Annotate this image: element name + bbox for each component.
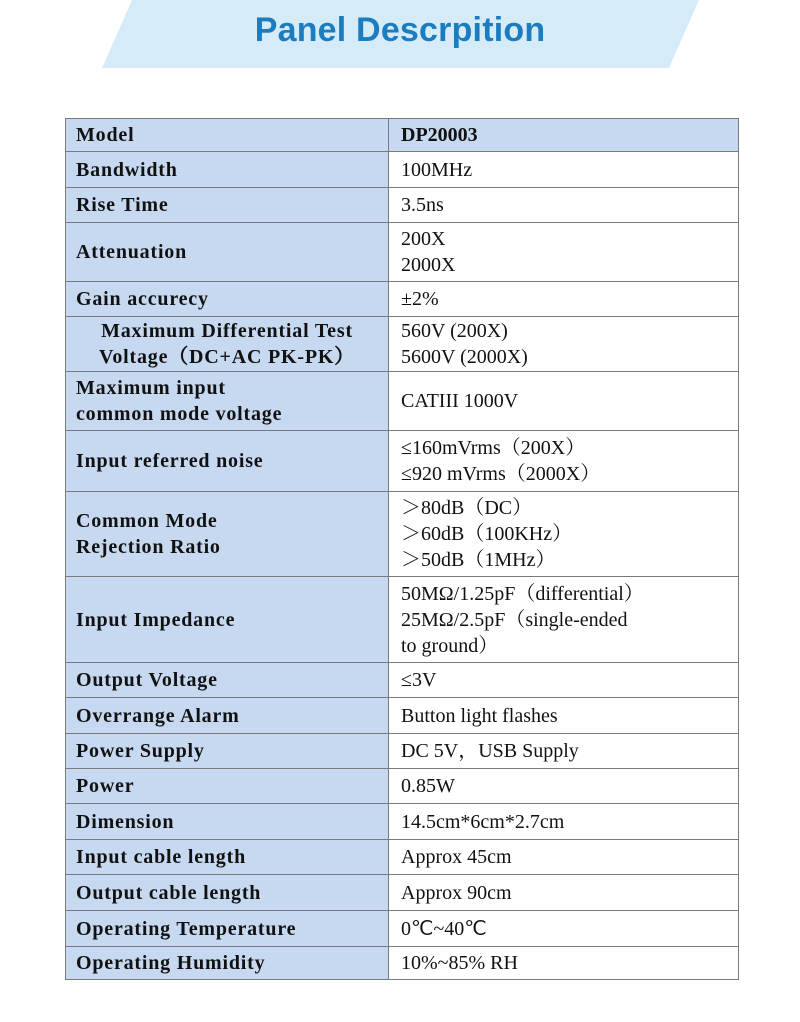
spec-label-cell xyxy=(66,840,389,875)
spec-value: CATIII 1000V xyxy=(401,390,519,412)
spec-label-cell xyxy=(66,663,389,698)
spec-label: Rise Time xyxy=(76,194,169,216)
spec-label: Overrange Alarm xyxy=(76,704,240,727)
spec-label: Output Voltage xyxy=(76,669,218,691)
spec-value-cell xyxy=(389,317,739,372)
spec-value: to ground） xyxy=(401,634,499,657)
table-row xyxy=(66,188,739,223)
table-row xyxy=(66,372,739,431)
spec-value-cell xyxy=(389,223,739,282)
table-row xyxy=(66,911,739,947)
table-row xyxy=(66,317,739,372)
spec-label: Input referred noise xyxy=(76,450,264,472)
table-row xyxy=(66,282,739,317)
spec-label-cell xyxy=(66,119,389,152)
spec-value: 560V (200X) xyxy=(401,320,508,342)
spec-value: Approx 45cm xyxy=(401,846,512,868)
spec-table-body xyxy=(66,119,739,980)
spec-value: Approx 90cm xyxy=(401,881,512,904)
table-row xyxy=(66,947,739,980)
page-title: Panel Descrpition xyxy=(254,11,546,49)
spec-value: 0.85W xyxy=(401,775,455,797)
table-row xyxy=(66,840,739,875)
spec-value-cell xyxy=(389,769,739,804)
spec-value-cell xyxy=(389,492,739,577)
spec-value-cell xyxy=(389,119,739,152)
table-row xyxy=(66,875,739,911)
spec-label-cell xyxy=(66,372,389,431)
spec-value-cell xyxy=(389,875,739,911)
spec-label-cell xyxy=(66,734,389,769)
spec-value: 100MHz xyxy=(401,158,473,181)
table-row xyxy=(66,431,739,492)
spec-label-cell xyxy=(66,492,389,577)
spec-label-cell xyxy=(66,804,389,840)
spec-label: common mode voltage xyxy=(76,403,283,425)
spec-label-cell xyxy=(66,188,389,223)
spec-value-cell xyxy=(389,698,739,734)
spec-value: 14.5cm*6cm*2.7cm xyxy=(401,810,565,833)
spec-label-cell xyxy=(66,282,389,317)
spec-value-cell xyxy=(389,431,739,492)
spec-value-cell xyxy=(389,372,739,431)
table-row xyxy=(66,492,739,577)
table-row xyxy=(66,734,739,769)
spec-value-cell xyxy=(389,663,739,698)
table-row xyxy=(66,769,739,804)
spec-label-cell xyxy=(66,577,389,663)
spec-label: Input Impedance xyxy=(76,608,236,631)
spec-value-cell xyxy=(389,188,739,223)
spec-value-cell xyxy=(389,804,739,840)
spec-label: Common Mode xyxy=(76,510,218,532)
spec-label-cell xyxy=(66,317,389,372)
spec-value: ±2% xyxy=(401,288,439,310)
spec-value: Button light flashes xyxy=(401,704,558,727)
spec-label: Maximum input xyxy=(76,377,226,399)
spec-label: Power Supply xyxy=(76,740,205,762)
spec-value: 50MΩ/1.25pF（differential） xyxy=(401,582,644,605)
spec-value: 200X xyxy=(401,228,446,250)
spec-value: ≤920 mVrms（2000X） xyxy=(401,463,601,485)
spec-label: Power xyxy=(76,775,135,797)
table-row xyxy=(66,577,739,663)
spec-label-cell xyxy=(66,152,389,188)
spec-value: 5600V (2000X) xyxy=(401,346,528,368)
spec-label-cell xyxy=(66,223,389,282)
spec-label-cell xyxy=(66,769,389,804)
spec-value-cell xyxy=(389,152,739,188)
spec-value-cell xyxy=(389,947,739,980)
spec-label: Maximum Differential Test xyxy=(101,320,353,342)
spec-value-cell xyxy=(389,282,739,317)
spec-label: Model xyxy=(76,124,135,146)
spec-value: 0℃~40℃ xyxy=(401,917,487,940)
spec-label: Bandwidth xyxy=(76,158,178,181)
spec-value: ＞50dB（1MHz） xyxy=(401,549,556,571)
table-row xyxy=(66,119,739,152)
spec-label: Output cable length xyxy=(76,881,262,904)
spec-label: Operating Temperature xyxy=(76,917,297,940)
spec-value-cell xyxy=(389,577,739,663)
spec-value: 3.5ns xyxy=(401,194,444,216)
table-row xyxy=(66,663,739,698)
spec-value: DP20003 xyxy=(401,124,478,146)
spec-label-cell xyxy=(66,875,389,911)
spec-label: Input cable length xyxy=(76,846,246,868)
spec-label-cell xyxy=(66,947,389,980)
spec-value: ≤3V xyxy=(401,669,437,691)
spec-label: Attenuation xyxy=(76,241,188,263)
spec-value-cell xyxy=(389,840,739,875)
spec-label: Voltage（DC+AC PK-PK） xyxy=(98,346,356,368)
spec-value: 2000X xyxy=(401,254,456,276)
spec-label: Rejection Ratio xyxy=(76,536,221,558)
table-row xyxy=(66,698,739,734)
spec-table xyxy=(65,118,739,980)
spec-value: 10%~85% RH xyxy=(401,952,518,974)
spec-value-cell xyxy=(389,734,739,769)
spec-value: DC 5V，USB Supply xyxy=(401,740,579,762)
spec-value: ≤160mVrms（200X） xyxy=(401,437,586,459)
spec-label-cell xyxy=(66,431,389,492)
spec-value: 25MΩ/2.5pF（single-ended xyxy=(401,608,628,631)
spec-label: Operating Humidity xyxy=(76,952,266,974)
table-row xyxy=(66,223,739,282)
table-row xyxy=(66,804,739,840)
spec-label: Dimension xyxy=(76,810,175,833)
spec-value: ＞80dB（DC） xyxy=(401,497,533,519)
spec-value-cell xyxy=(389,911,739,947)
spec-label-cell xyxy=(66,911,389,947)
spec-label: Gain accurecy xyxy=(76,288,209,310)
spec-value: ＞60dB（100KHz） xyxy=(401,523,573,545)
table-row xyxy=(66,152,739,188)
spec-label-cell xyxy=(66,698,389,734)
